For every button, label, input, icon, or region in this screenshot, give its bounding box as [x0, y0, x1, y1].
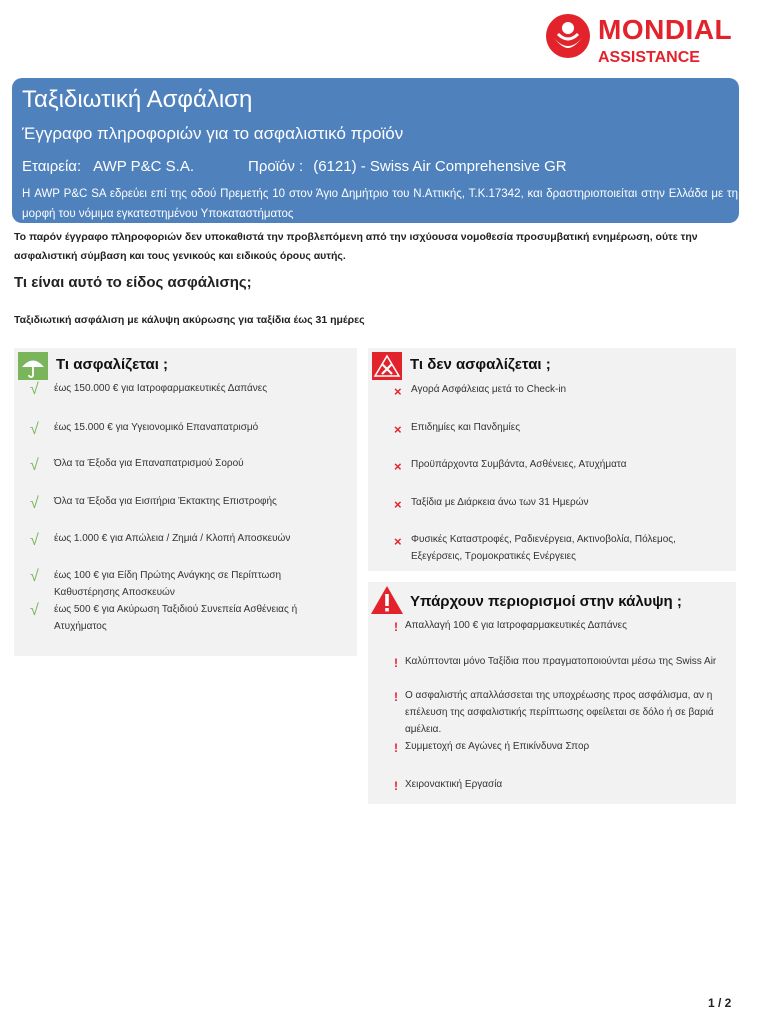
check-icon: √: [30, 457, 39, 474]
covered-item: έως 15.000 € για Υγειονομικό Επαναπατρισμό: [54, 422, 259, 433]
check-icon: √: [30, 532, 39, 549]
covered-item: έως 100 € για Είδη Πρώτης Ανάγκης σε Περίπτωση Καθυστέρησης Αποσκευών: [54, 570, 282, 598]
company-label: Εταιρεία:: [22, 158, 82, 175]
exclamation-icon: !: [394, 620, 398, 634]
check-icon: √: [30, 495, 39, 512]
document-subtitle: Έγγραφο πληροφοριών για το ασφαλιστικό προϊόν: [22, 124, 404, 143]
check-icon: √: [30, 381, 39, 398]
covered-item: έως 500 € για Ακύρωση Ταξιδιού Συνεπεία Ασθένειας ή Ατυχήματος: [54, 604, 298, 632]
product-header: [12, 78, 739, 223]
not-covered-item: Προϋπάρχοντα Συμβάντα, Ασθένειες, Ατυχήματα: [411, 459, 627, 470]
not-covered-item: Αγορά Ασφάλειας μετά το Check-in: [411, 384, 567, 395]
limit-item: Χειρονακτική Εργασία: [405, 779, 503, 790]
not-covered-item: Επιδημίες και Πανδημίες: [411, 422, 521, 433]
covered-item: έως 1.000 € για Απώλεια / Ζημιά / Κλοπή Αποσκευών: [54, 533, 291, 544]
limit-item: Συμμετοχή σε Αγώνες ή Επικίνδυνα Σπορ: [405, 741, 590, 752]
company-line: [22, 158, 194, 175]
brand-subname: ASSISTANCE: [598, 49, 700, 66]
exclamation-icon: !: [394, 779, 398, 793]
check-icon: √: [30, 568, 39, 585]
product-label: Προϊόν :: [248, 158, 304, 175]
covered-item: έως 150.000 € για Ιατροφαρμακευτικές Δαπάνες: [54, 383, 268, 394]
product-line: [248, 158, 567, 175]
company-value: AWP P&C S.A.: [93, 158, 194, 175]
not-covered-item: Ταξίδια με Διάρκεια άνω των 31 Ημερών: [411, 497, 589, 508]
not-covered-item: Φυσικές Καταστροφές, Ραδιενέργεια, Ακτινοβολία, Πόλεμος, Εξεγέρσεις, Τρομοκρατικές Ενέργειες: [411, 534, 676, 562]
covered-item: Όλα τα Έξοδα για Εισιτήρια Έκτακτης Επιστροφής: [54, 496, 277, 507]
product-value: (6121) - Swiss Air Comprehensive GR: [313, 158, 567, 175]
check-icon: √: [30, 602, 39, 619]
limits-panel: [368, 582, 736, 804]
warning-icon: [370, 585, 404, 615]
company-description: Η AWP P&C SA εδρεύει επί της οδού Πρεμετής 10 στον Άγιο Δημήτριο του Ν.Αττικής, Τ.Κ.17342, και δραστηριοποιείται στην Ελλάδα με τη μορφή του νόμιμα εγκατεστημένου Υποκαταστήματος: [22, 188, 738, 220]
cross-mark-icon: ×: [394, 534, 402, 549]
brand-name: MONDIAL: [598, 14, 733, 45]
not-covered-panel: [368, 348, 736, 571]
cross-mark-icon: ×: [394, 459, 402, 474]
disclaimer: Το παρόν έγγραφο πληροφοριών δεν υποκαθιστά την προβλεπόμενη από την ισχύουσα νομοθεσία προσυμβατική ενημέρωση, ούτε την ασφαλιστική σύμβαση και τους γενικούς και ειδικούς όρους αυτής.: [14, 231, 698, 262]
cross-mark-icon: ×: [394, 497, 402, 512]
cross-mark-icon: ×: [394, 422, 402, 437]
cross-mark-icon: ×: [394, 384, 402, 399]
limits-title: Υπάρχουν περιορισμοί στην κάλυψη ;: [410, 593, 682, 610]
check-icon: √: [30, 421, 39, 438]
page-number: 1 / 2: [708, 996, 732, 1010]
limit-item: Απαλλαγή 100 € για Ιατροφαρμακευτικές Δαπάνες: [405, 620, 627, 631]
limit-item: Ο ασφαλιστής απαλλάσσεται της υποχρέωσης προς ασφάλισμα, αν η επέλευση της ασφαλιστικής περίπτωσης οφείλεται σε δόλο ή σε βαριά αμέλεια.: [405, 690, 714, 735]
limit-item: Καλύπτονται μόνο Ταξίδια που πραγματοποιούνται μέσω της Swiss Air: [405, 656, 717, 667]
covered-title: Τι ασφαλίζεται ;: [56, 356, 169, 373]
section-heading: Τι είναι αυτό το είδος ασφάλισης;: [14, 274, 252, 291]
document-title: Ταξιδιωτική Ασφάλιση: [22, 86, 253, 113]
covered-item: Όλα τα Έξοδα για Επαναπατρισμού Σορού: [54, 458, 244, 469]
exclamation-icon: !: [394, 741, 398, 755]
exclamation-icon: !: [394, 690, 398, 704]
covered-panel: [14, 348, 357, 656]
umbrella-icon: [18, 352, 48, 380]
cross-icon: [372, 352, 402, 380]
not-covered-title: Τι δεν ασφαλίζεται ;: [410, 356, 551, 373]
insurance-summary: Ταξιδιωτική ασφάλιση με κάλυψη ακύρωσης για ταξίδια έως 31 ημέρες: [14, 314, 365, 326]
exclamation-icon: !: [394, 656, 398, 670]
